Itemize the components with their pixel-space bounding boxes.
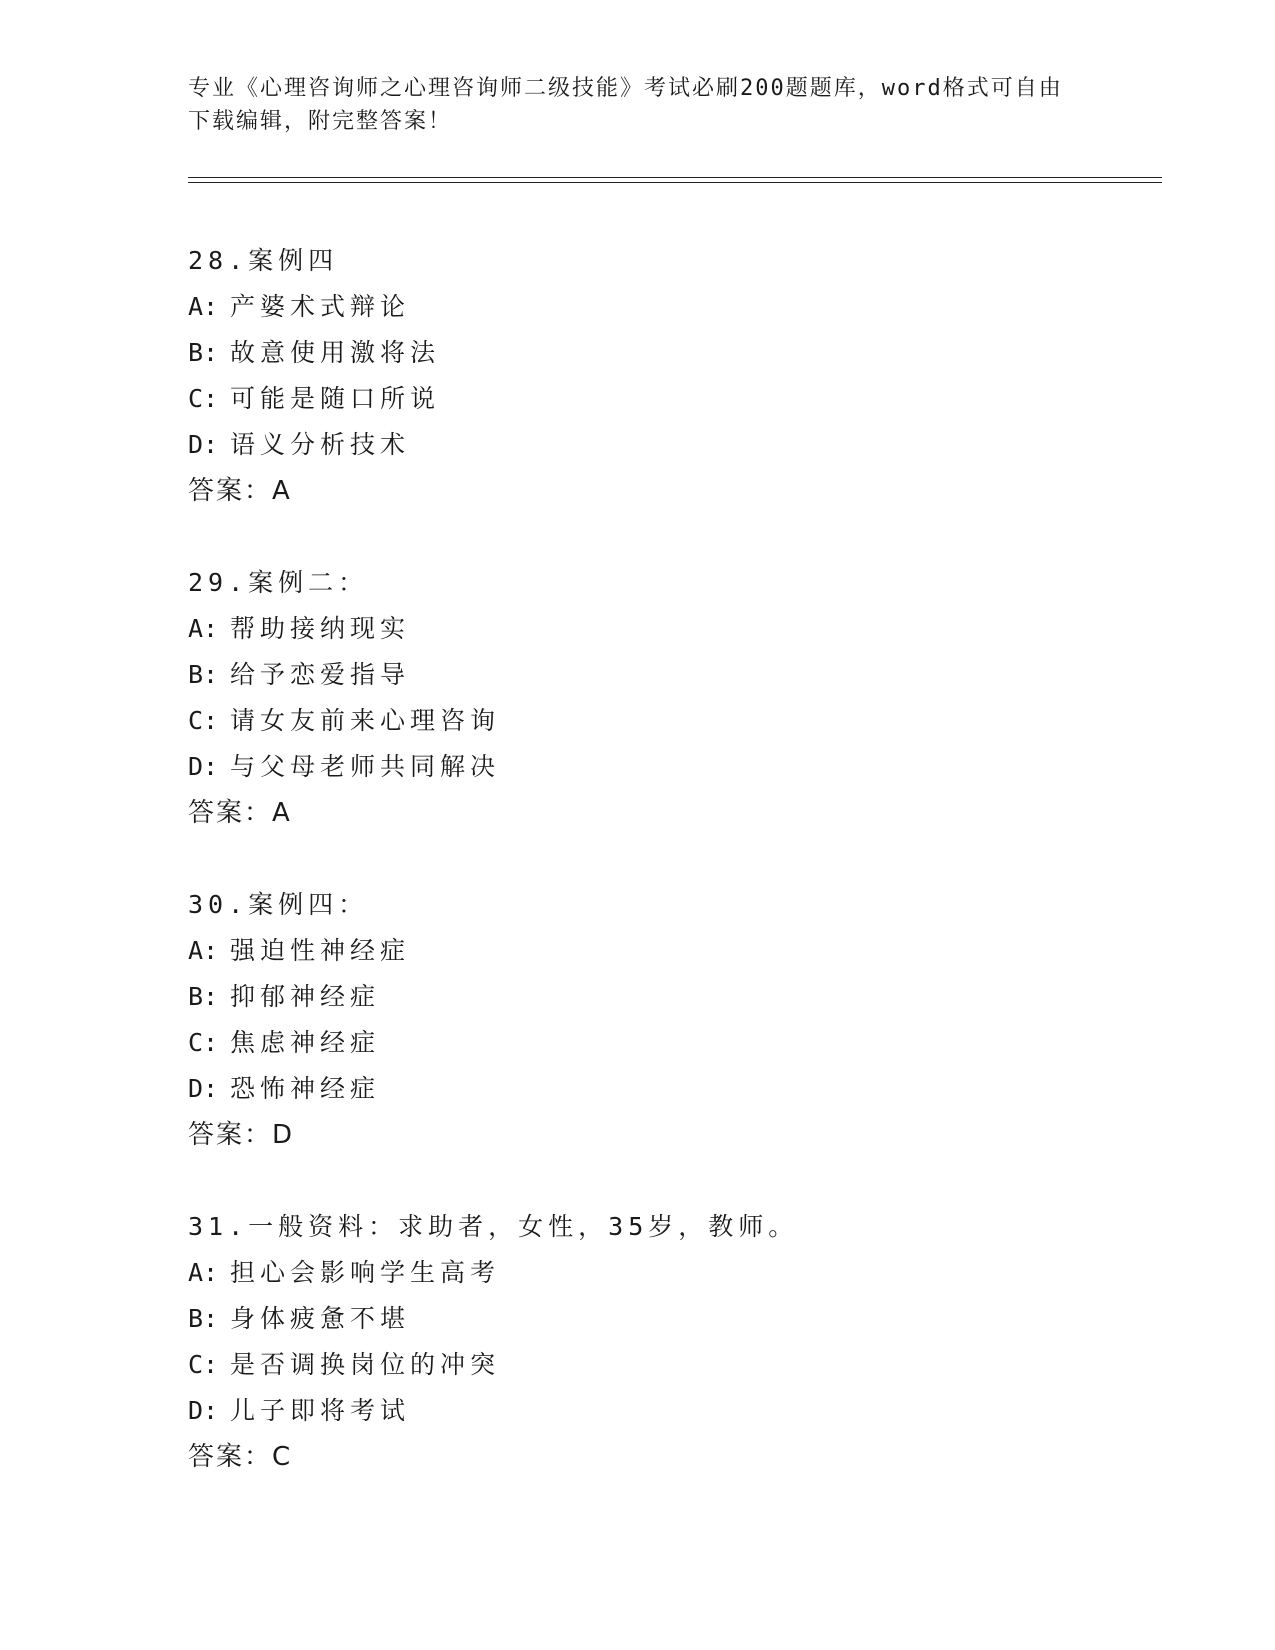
question-stem: 31.一般资料：求助者，女性，35岁，教师。 bbox=[188, 1212, 799, 1241]
option-letter: D: bbox=[188, 752, 219, 781]
option-text: 可能是随口所说 bbox=[230, 384, 441, 413]
option-letter: A: bbox=[188, 614, 219, 643]
option-d bbox=[188, 1066, 1148, 1112]
option-text: 故意使用激将法 bbox=[230, 338, 441, 367]
option-c bbox=[188, 1342, 1148, 1388]
option-letter: C: bbox=[188, 1028, 219, 1057]
question-list bbox=[188, 238, 1148, 1526]
answer-line: 答案：A bbox=[188, 798, 292, 828]
header-rule-top bbox=[188, 177, 1162, 178]
option-a bbox=[188, 284, 1148, 330]
option-text: 是否调换岗位的冲突 bbox=[230, 1350, 501, 1379]
question-28 bbox=[188, 238, 1148, 514]
option-a bbox=[188, 606, 1148, 652]
option-text: 恐怖神经症 bbox=[230, 1074, 381, 1103]
option-b bbox=[188, 330, 1148, 376]
option-text: 请女友前来心理咨询 bbox=[230, 706, 501, 735]
option-letter: C: bbox=[188, 706, 219, 735]
option-letter: C: bbox=[188, 1350, 219, 1379]
option-text: 担心会影响学生高考 bbox=[230, 1258, 501, 1287]
answer-line: 答案：D bbox=[188, 1120, 295, 1150]
option-text: 帮助接纳现实 bbox=[230, 614, 411, 643]
answer-line: 答案：C bbox=[188, 1442, 293, 1472]
option-text: 抑郁神经症 bbox=[230, 982, 381, 1011]
option-letter: C: bbox=[188, 384, 219, 413]
option-letter: A: bbox=[188, 936, 219, 965]
option-d bbox=[188, 1388, 1148, 1434]
option-letter: D: bbox=[188, 1074, 219, 1103]
option-letter: A: bbox=[188, 292, 219, 321]
option-text: 身体疲惫不堪 bbox=[230, 1304, 411, 1333]
option-text: 产婆术式辩论 bbox=[230, 292, 411, 321]
option-d bbox=[188, 422, 1148, 468]
option-c bbox=[188, 698, 1148, 744]
option-c bbox=[188, 1020, 1148, 1066]
option-b bbox=[188, 974, 1148, 1020]
question-31 bbox=[188, 1204, 1148, 1480]
question-stem: 30.案例四： bbox=[188, 890, 369, 919]
question-stem: 28.案例四 bbox=[188, 246, 339, 275]
option-text: 焦虑神经症 bbox=[230, 1028, 381, 1057]
option-letter: B: bbox=[188, 660, 219, 689]
option-text: 与父母老师共同解决 bbox=[230, 752, 501, 781]
option-text: 强迫性神经症 bbox=[230, 936, 411, 965]
option-letter: B: bbox=[188, 1304, 219, 1333]
option-text: 给予恋爱指导 bbox=[230, 660, 411, 689]
option-b bbox=[188, 652, 1148, 698]
option-letter: D: bbox=[188, 1396, 219, 1425]
option-letter: D: bbox=[188, 430, 219, 459]
answer-line: 答案：A bbox=[188, 476, 292, 506]
question-stem: 29.案例二： bbox=[188, 568, 369, 597]
option-d bbox=[188, 744, 1148, 790]
option-letter: B: bbox=[188, 338, 219, 367]
option-text: 儿子即将考试 bbox=[230, 1396, 411, 1425]
option-letter: A: bbox=[188, 1258, 219, 1287]
header-rule-bottom bbox=[188, 182, 1162, 183]
option-letter: B: bbox=[188, 982, 219, 1011]
question-30 bbox=[188, 882, 1148, 1158]
option-b bbox=[188, 1296, 1148, 1342]
option-c bbox=[188, 376, 1148, 422]
option-text: 语义分析技术 bbox=[230, 430, 411, 459]
document-header: 专业《心理咨询师之心理咨询师二级技能》考试必刷200题题库，word格式可自由下载编辑，附完整答案！ bbox=[188, 76, 1063, 134]
question-29 bbox=[188, 560, 1148, 836]
option-a bbox=[188, 1250, 1148, 1296]
option-a bbox=[188, 928, 1148, 974]
